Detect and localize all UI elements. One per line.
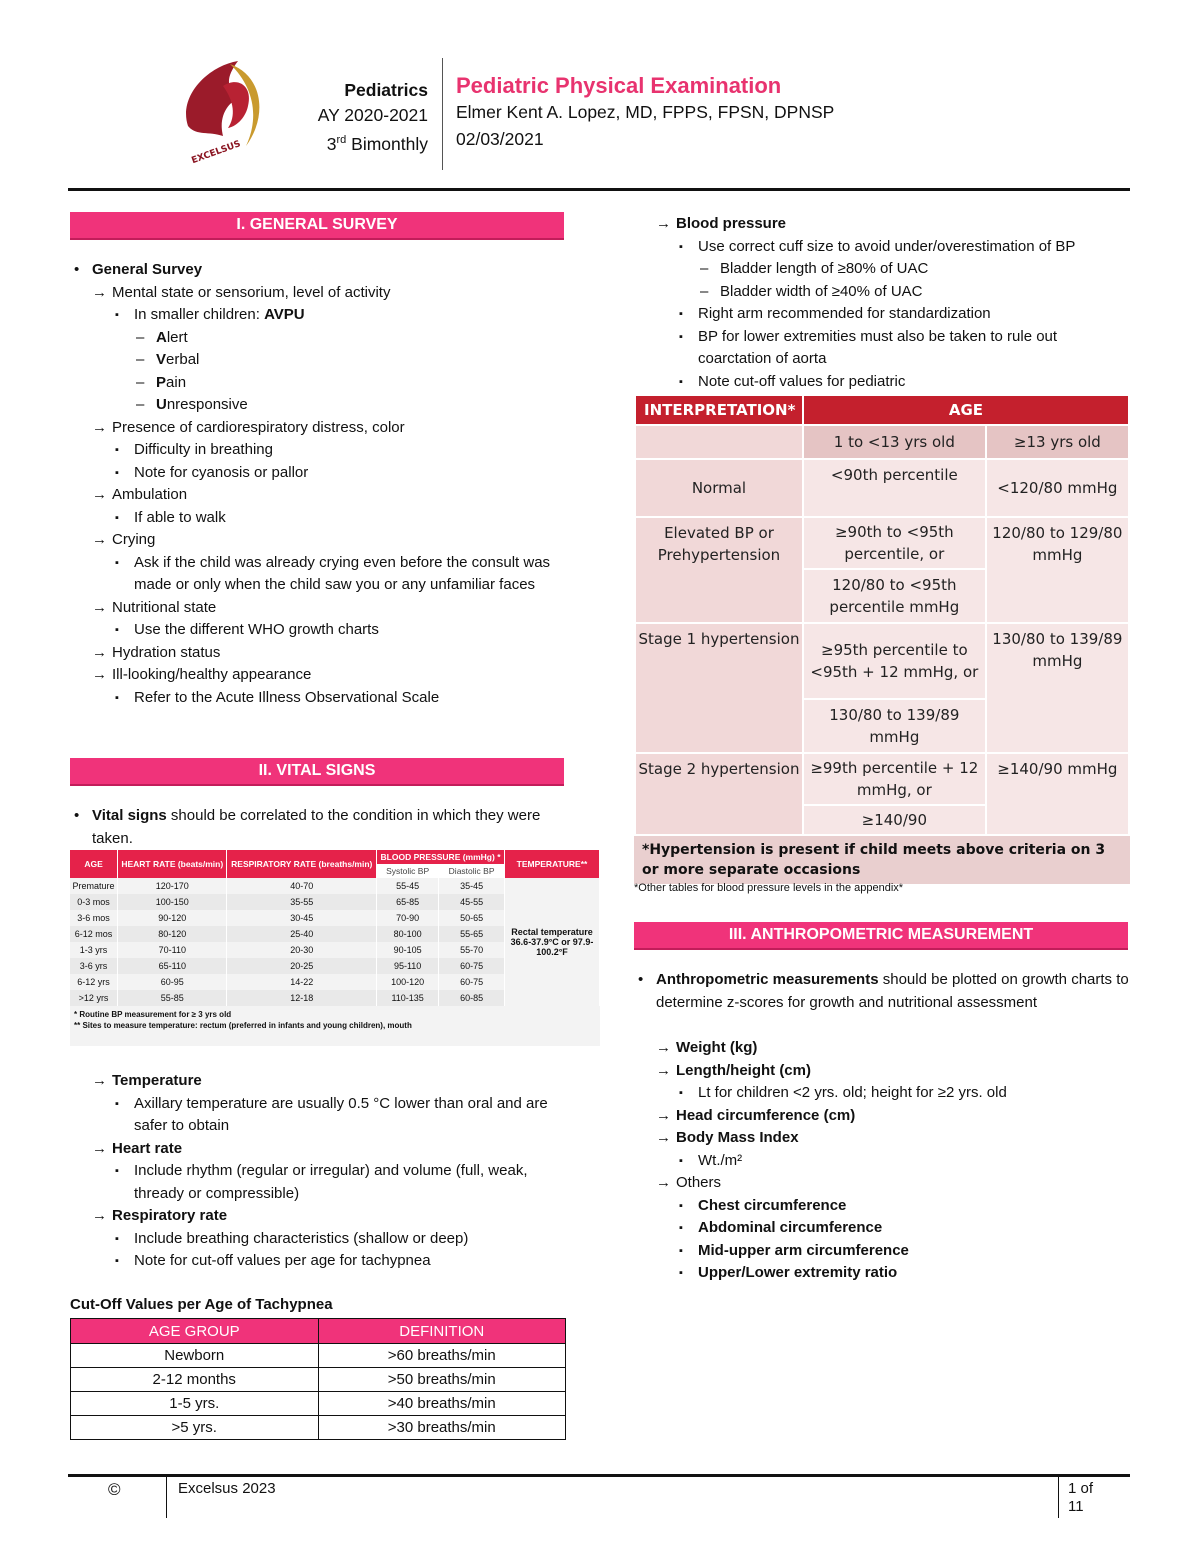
bp-cell: <90th percentile: [803, 459, 986, 517]
list-item: ▪ Note cut-off values for pediatric: [634, 371, 1130, 394]
footer-divider: [166, 1476, 167, 1518]
list-item: ▪ Refer to the Acute Illness Observational Scale: [70, 687, 570, 710]
table-cell: 60-75: [439, 958, 505, 974]
bp-cell: ≥90th to <95th percentile, or: [803, 517, 986, 569]
header-right: [456, 72, 834, 153]
list-item: → Hydration status: [70, 642, 570, 665]
table-cell: 1-5 yrs.: [71, 1392, 319, 1416]
list-item: ▪ Ask if the child was already crying even before the consult was made or only when the child saw you or any unfamiliar faces: [70, 552, 570, 597]
table-cell: 55-65: [439, 926, 505, 942]
bp-header-col1: 1 to <13 yrs old: [803, 425, 986, 459]
table-cell: >50 breaths/min: [318, 1368, 566, 1392]
table-cell: 120-170: [118, 878, 227, 894]
bp-cell: 120/80 to <95th percentile mmHg: [803, 569, 986, 623]
table-cell: Newborn: [71, 1344, 319, 1368]
bp-header-age: AGE: [803, 395, 1129, 425]
footer-rule: [68, 1474, 1130, 1477]
list-item: ▪ In smaller children: AVPU: [70, 304, 570, 327]
bp-row-elevated: Elevated BP or Prehypertension: [635, 517, 803, 623]
term: 3rd Bimonthly: [326, 133, 428, 154]
table-cell: 95-110: [377, 958, 439, 974]
list-item: – Alert: [70, 327, 570, 350]
table-cell: 60-75: [439, 974, 505, 990]
table-header: AGE GROUP: [71, 1319, 319, 1344]
bp-row-normal: Normal: [635, 459, 803, 517]
table-cell: 55-70: [439, 942, 505, 958]
footer-divider: [1058, 1476, 1059, 1518]
list-item: ▪ Right arm recommended for standardization: [634, 303, 1130, 326]
table-cell: 60-95: [118, 974, 227, 990]
list-item: – Pain: [70, 372, 570, 395]
bp-interpretation-table: [634, 394, 1130, 880]
bp-table-footnote: *Hypertension is present if child meets above criteria on 3 or more separate occasions: [634, 836, 1130, 884]
list-item: → Length/height (cm): [634, 1060, 1130, 1083]
list-item: → Temperature: [70, 1070, 570, 1093]
vs-header: TEMPERATURE**: [505, 850, 600, 878]
vs-subheader: Systolic BP: [377, 864, 439, 878]
table-cell: 35-45: [439, 878, 505, 894]
header-rule: [68, 188, 1130, 191]
bp-cell: ≥99th percentile + 12 mmHg, or: [803, 753, 986, 805]
section-vital-signs-heading: II. VITAL SIGNS: [70, 758, 564, 786]
table-cell: 110-135: [377, 990, 439, 1006]
list-item: ▪ Include rhythm (regular or irregular) and volume (full, weak, thready or compressible): [70, 1160, 570, 1205]
vs-header: HEART RATE (beats/min): [118, 850, 227, 878]
list-item: → Ill-looking/healthy appearance: [70, 664, 570, 687]
list-item: ▪ Include breathing characteristics (shallow or deep): [70, 1228, 570, 1251]
list-item: ▪ Wt./m²: [634, 1150, 1130, 1173]
list-item: → Blood pressure: [634, 213, 1130, 236]
vital-signs-list: [70, 1070, 570, 1273]
list-item: → Nutritional state: [70, 597, 570, 620]
table-row: [71, 1344, 566, 1368]
table-row: [71, 1368, 566, 1392]
bp-cell: 130/80 to 139/89 mmHg: [986, 623, 1129, 753]
table-cell: >60 breaths/min: [318, 1344, 566, 1368]
excelsus-logo: [168, 56, 288, 166]
table-row: [70, 878, 600, 894]
table-cell: 40-70: [227, 878, 377, 894]
table-cell: 55-85: [118, 990, 227, 1006]
table-cell: 20-30: [227, 942, 377, 958]
section-general-survey-heading: I. GENERAL SURVEY: [70, 212, 564, 240]
page-number: 1 of 11: [1068, 1480, 1094, 1515]
page-title: Pediatric Physical Examination: [456, 73, 782, 98]
vs-header: BLOOD PRESSURE (mmHg) *: [377, 850, 505, 864]
list-item: • General Survey: [70, 259, 570, 282]
vital-signs-intro: • Vital signs should be correlated to the condition in which they were taken.: [70, 805, 570, 850]
author: Elmer Kent A. Lopez, MD, FPPS, FPSN, DPNSP: [456, 102, 835, 122]
list-item: ▪ Lt for children <2 yrs. old; height for ≥2 yrs. old: [634, 1082, 1130, 1105]
vital-signs-notes: * Routine BP measurement for ≥ 3 yrs old ** Sites to measure temperature: rectum (preferred in infants and young children), mouth: [74, 1010, 412, 1030]
date: 02/03/2021: [456, 129, 544, 149]
table-cell: 70-90: [377, 910, 439, 926]
footer-name: Excelsus 2023: [178, 1480, 276, 1497]
list-item: – Bladder length of ≥80% of UAC: [634, 258, 1130, 281]
table-cell: 3-6 mos: [70, 910, 118, 926]
academic-year: AY 2020-2021: [317, 105, 428, 125]
table-cell: 70-110: [118, 942, 227, 958]
list-item: → Body Mass Index: [634, 1127, 1130, 1150]
table-cell: >5 yrs.: [71, 1416, 319, 1440]
table-cell: 2-12 months: [71, 1368, 319, 1392]
bp-cell: 130/80 to 139/89 mmHg: [803, 699, 986, 753]
vital-signs-table: [70, 850, 600, 1046]
table-cell: 50-65: [439, 910, 505, 926]
anthropometric-list: [634, 1037, 1130, 1285]
table-cell: 80-120: [118, 926, 227, 942]
bp-header-col2: ≥13 yrs old: [986, 425, 1129, 459]
table-cell: 14-22: [227, 974, 377, 990]
bp-cell: ≥140/90: [803, 805, 986, 835]
table-cell: 30-45: [227, 910, 377, 926]
table-cell: >12 yrs: [70, 990, 118, 1006]
bp-cell: ≥95th percentile to <95th + 12 mmHg, or: [803, 623, 986, 699]
table-cell: 100-150: [118, 894, 227, 910]
list-item: ▪ If able to walk: [70, 507, 570, 530]
table-cell: 80-100: [377, 926, 439, 942]
table-cell: 6-12 yrs: [70, 974, 118, 990]
vs-subheader: Diastolic BP: [439, 864, 505, 878]
table-cell: 55-45: [377, 878, 439, 894]
appendix-note: *Other tables for blood pressure levels in the appendix*: [634, 882, 904, 894]
list-item: – Verbal: [70, 349, 570, 372]
list-item: → Others: [634, 1172, 1130, 1195]
table-cell: 60-85: [439, 990, 505, 1006]
temperature-cell: Rectal temperature 36.6-37.9°C or 97.9-100.2°F: [505, 878, 600, 1006]
table-cell: 100-120: [377, 974, 439, 990]
list-item: ▪ BP for lower extremities must also be taken to rule out coarctation of aorta: [634, 326, 1130, 371]
list-item: → Presence of cardiorespiratory distress, color: [70, 417, 570, 440]
bp-cell: ≥140/90 mmHg: [986, 753, 1129, 835]
table-cell: 90-105: [377, 942, 439, 958]
list-item: ▪ Use the different WHO growth charts: [70, 619, 570, 642]
anthropometric-intro: • Anthropometric measurements should be plotted on growth charts to determine z-scores for growth and nutritional assessment: [634, 969, 1130, 1014]
list-item: – Unresponsive: [70, 394, 570, 417]
list-item: → Heart rate: [70, 1138, 570, 1161]
list-item: ▪ Note for cyanosis or pallor: [70, 462, 570, 485]
list-item: → Crying: [70, 529, 570, 552]
list-item: → Respiratory rate: [70, 1205, 570, 1228]
list-item: ▪ Use correct cuff size to avoid under/overestimation of BP: [634, 236, 1130, 259]
list-item: ▪ Mid-upper arm circumference: [634, 1240, 1130, 1263]
table-cell: 3-6 yrs: [70, 958, 118, 974]
header-divider: [442, 58, 443, 170]
table-cell: 25-40: [227, 926, 377, 942]
table-cell: 0-3 mos: [70, 894, 118, 910]
table-cell: 20-25: [227, 958, 377, 974]
list-item: ▪ Difficulty in breathing: [70, 439, 570, 462]
bp-cell: <120/80 mmHg: [986, 459, 1129, 517]
vs-header: AGE: [70, 850, 118, 878]
bp-row-stage2: Stage 2 hypertension: [635, 753, 803, 835]
table-cell: >40 breaths/min: [318, 1392, 566, 1416]
bp-header-interpretation: INTERPRETATION*: [635, 395, 803, 425]
table-cell: 45-55: [439, 894, 505, 910]
header-left: [290, 78, 428, 157]
table-cell: >30 breaths/min: [318, 1416, 566, 1440]
table-header: DEFINITION: [318, 1319, 566, 1344]
table-cell: 6-12 mos: [70, 926, 118, 942]
table-cell: 12-18: [227, 990, 377, 1006]
table-row: [71, 1392, 566, 1416]
section-anthropometric-heading: III. ANTHROPOMETRIC MEASUREMENT: [634, 922, 1128, 950]
list-item: – Bladder width of ≥40% of UAC: [634, 281, 1130, 304]
list-item: ▪ Axillary temperature are usually 0.5 °C lower than oral and are safer to obtain: [70, 1093, 570, 1138]
tachypnea-table: [70, 1318, 566, 1440]
list-item: → Mental state or sensorium, level of activity: [70, 282, 570, 305]
table-cell: 1-3 yrs: [70, 942, 118, 958]
list-item: ▪ Abdominal circumference: [634, 1217, 1130, 1240]
table-cell: 65-85: [377, 894, 439, 910]
list-item: → Head circumference (cm): [634, 1105, 1130, 1128]
blood-pressure-list: [634, 213, 1130, 393]
list-item: → Ambulation: [70, 484, 570, 507]
tachypnea-caption: Cut-Off Values per Age of Tachypnea: [70, 1296, 333, 1313]
vs-header: RESPIRATORY RATE (breaths/min): [227, 850, 377, 878]
table-cell: Premature: [70, 878, 118, 894]
table-row: [71, 1416, 566, 1440]
list-item: → Weight (kg): [634, 1037, 1130, 1060]
table-cell: 35-55: [227, 894, 377, 910]
bp-cell: 120/80 to 129/80 mmHg: [986, 517, 1129, 623]
list-item: ▪ Upper/Lower extremity ratio: [634, 1262, 1130, 1285]
list-item: ▪ Chest circumference: [634, 1195, 1130, 1218]
table-cell: 90-120: [118, 910, 227, 926]
table-cell: 65-110: [118, 958, 227, 974]
general-survey-list: [70, 259, 570, 709]
copyright-icon: ©: [108, 1480, 121, 1499]
subject: Pediatrics: [344, 80, 428, 100]
bp-row-stage1: Stage 1 hypertension: [635, 623, 803, 753]
logo-text: EXCELSUS: [190, 139, 243, 166]
list-item: ▪ Note for cut-off values per age for tachypnea: [70, 1250, 570, 1273]
